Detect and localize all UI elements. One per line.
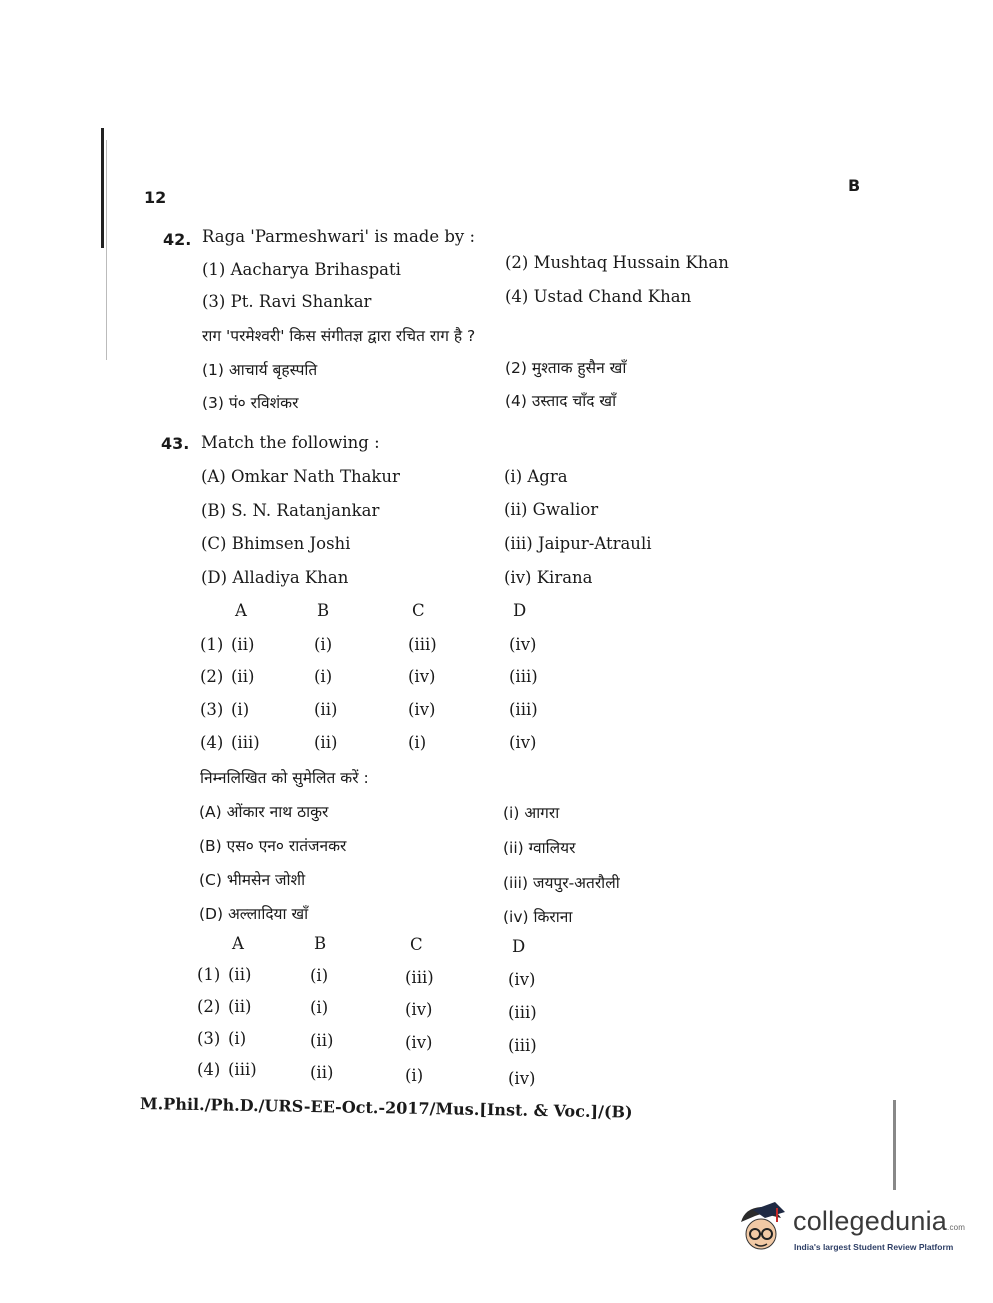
q43-left-item-hi: (D) अल्लादिया खाँ — [199, 905, 309, 923]
q43-right-item-hi: (iii) जयपुर-अतरौली — [503, 874, 620, 892]
question-set-label: B — [848, 176, 861, 195]
q43-left-item-hi: (A) ओंकार नाथ ठाकुर — [199, 803, 329, 821]
grid-cell: (iii) — [509, 700, 538, 719]
grid-option-label: (2) — [197, 997, 221, 1016]
question-42-text-en: Raga 'Parmeshwari' is made by : — [202, 227, 476, 246]
brand-wordmark — [793, 1206, 965, 1237]
question-42-text-hi: राग 'परमेश्वरी' किस संगीतज्ञ द्वारा रचित राग है ? — [202, 327, 476, 345]
grid-option-label: (4) — [200, 733, 224, 752]
grid-option-label: (1) — [197, 965, 221, 984]
grid-header-a: A — [235, 601, 247, 620]
question-43-text-en: Match the following : — [201, 433, 380, 452]
grid-cell: (iv) — [405, 1000, 433, 1019]
q43-right-item-en: (ii) Gwalior — [504, 500, 599, 519]
grid-header-d: D — [512, 937, 526, 956]
grid-header-b: B — [314, 934, 327, 953]
grid-cell: (iv) — [405, 1033, 433, 1052]
grid-cell: (ii) — [310, 1063, 334, 1082]
grid-cell: (iv) — [408, 700, 436, 719]
grid-cell: (iii) — [509, 667, 538, 686]
q43-right-item-hi: (ii) ग्वालियर — [503, 839, 576, 857]
grid-option-label: (3) — [200, 700, 224, 719]
scan-edge-mark — [101, 128, 104, 248]
q42-option-4-hi: (4) उस्ताद चाँद खाँ — [505, 392, 617, 410]
grid-cell: (i) — [314, 635, 333, 654]
grid-cell: (iv) — [408, 667, 436, 686]
grid-header-a: A — [232, 934, 244, 953]
grid-cell: (ii) — [228, 965, 252, 984]
grid-cell: (iv) — [509, 635, 537, 654]
q42-option-1-hi: (1) आचार्य बृहस्पति — [202, 361, 318, 379]
grid-header-c: C — [412, 601, 425, 620]
grid-cell: (i) — [314, 667, 333, 686]
grid-cell: (iv) — [509, 733, 537, 752]
brand-name: collegedunia — [793, 1206, 948, 1236]
collegedunia-logo[interactable] — [735, 1200, 966, 1260]
q43-right-item-en: (iii) Jaipur-Atrauli — [504, 534, 652, 553]
brand-domain: .com — [947, 1223, 966, 1232]
q43-left-item-en: (C) Bhimsen Joshi — [201, 534, 351, 553]
q43-right-item-en: (iv) Kirana — [504, 568, 593, 587]
q42-option-2-hi: (2) मुश्ताक हुसैन खाँ — [505, 359, 627, 377]
q43-right-item-en: (i) Agra — [504, 467, 568, 486]
question-43-text-hi: निम्नलिखित को सुमेलित करें : — [200, 769, 369, 787]
q43-right-item-hi: (i) आगरा — [503, 804, 560, 822]
q42-option-3-hi: (3) पं० रविशंकर — [202, 394, 299, 412]
grid-option-label: (1) — [200, 635, 224, 654]
grid-cell: (ii) — [228, 997, 252, 1016]
mascot-icon — [735, 1202, 791, 1258]
grid-cell: (iv) — [508, 970, 536, 989]
grid-header-c: C — [410, 935, 423, 954]
grid-option-label: (4) — [197, 1060, 221, 1079]
q42-option-4-en: (4) Ustad Chand Khan — [505, 287, 692, 306]
grid-header-b: B — [317, 601, 330, 620]
grid-cell: (i) — [231, 700, 250, 719]
scan-edge-mark — [106, 140, 107, 360]
grid-cell: (ii) — [310, 1031, 334, 1050]
grid-header-d: D — [513, 601, 527, 620]
q43-left-item-en: (B) S. N. Ratanjankar — [201, 501, 380, 520]
exam-code-footer: M.Phil./Ph.D./URS-EE-Oct.-2017/Mus.[Inst. & Voc.]/(B) — [139, 1094, 633, 1122]
grid-cell: (iii) — [405, 968, 434, 987]
grid-cell: (ii) — [231, 667, 255, 686]
scan-edge-mark — [893, 1100, 896, 1190]
grid-cell: (i) — [405, 1066, 424, 1085]
grid-cell: (iii) — [228, 1060, 257, 1079]
grid-option-label: (3) — [197, 1029, 221, 1048]
grid-cell: (i) — [310, 966, 329, 985]
q42-option-1-en: (1) Aacharya Brihaspati — [202, 260, 401, 279]
grid-option-label: (2) — [200, 667, 224, 686]
grid-cell: (ii) — [314, 700, 338, 719]
grid-cell: (i) — [310, 998, 329, 1017]
grid-cell: (i) — [228, 1029, 247, 1048]
grid-cell: (ii) — [314, 733, 338, 752]
q43-left-item-hi: (B) एस० एन० रातंजनकर — [199, 837, 347, 855]
grid-cell: (iii) — [231, 733, 260, 752]
brand-tagline: India's largest Student Review Platform — [794, 1242, 954, 1252]
q43-right-item-hi: (iv) किराना — [503, 908, 573, 926]
grid-cell: (iii) — [508, 1003, 537, 1022]
q43-left-item-hi: (C) भीमसेन जोशी — [199, 871, 306, 889]
grid-cell: (iii) — [408, 635, 437, 654]
grid-cell: (ii) — [231, 635, 255, 654]
grid-cell: (iv) — [508, 1069, 536, 1088]
grid-cell: (i) — [408, 733, 427, 752]
q43-left-item-en: (A) Omkar Nath Thakur — [201, 467, 400, 486]
page-number: 12 — [144, 188, 167, 207]
q43-left-item-en: (D) Alladiya Khan — [201, 568, 349, 587]
question-43-number: 43. — [161, 434, 190, 453]
q42-option-2-en: (2) Mushtaq Hussain Khan — [505, 253, 729, 272]
question-42-number: 42. — [163, 230, 192, 249]
q42-option-3-en: (3) Pt. Ravi Shankar — [202, 292, 372, 311]
grid-cell: (iii) — [508, 1036, 537, 1055]
